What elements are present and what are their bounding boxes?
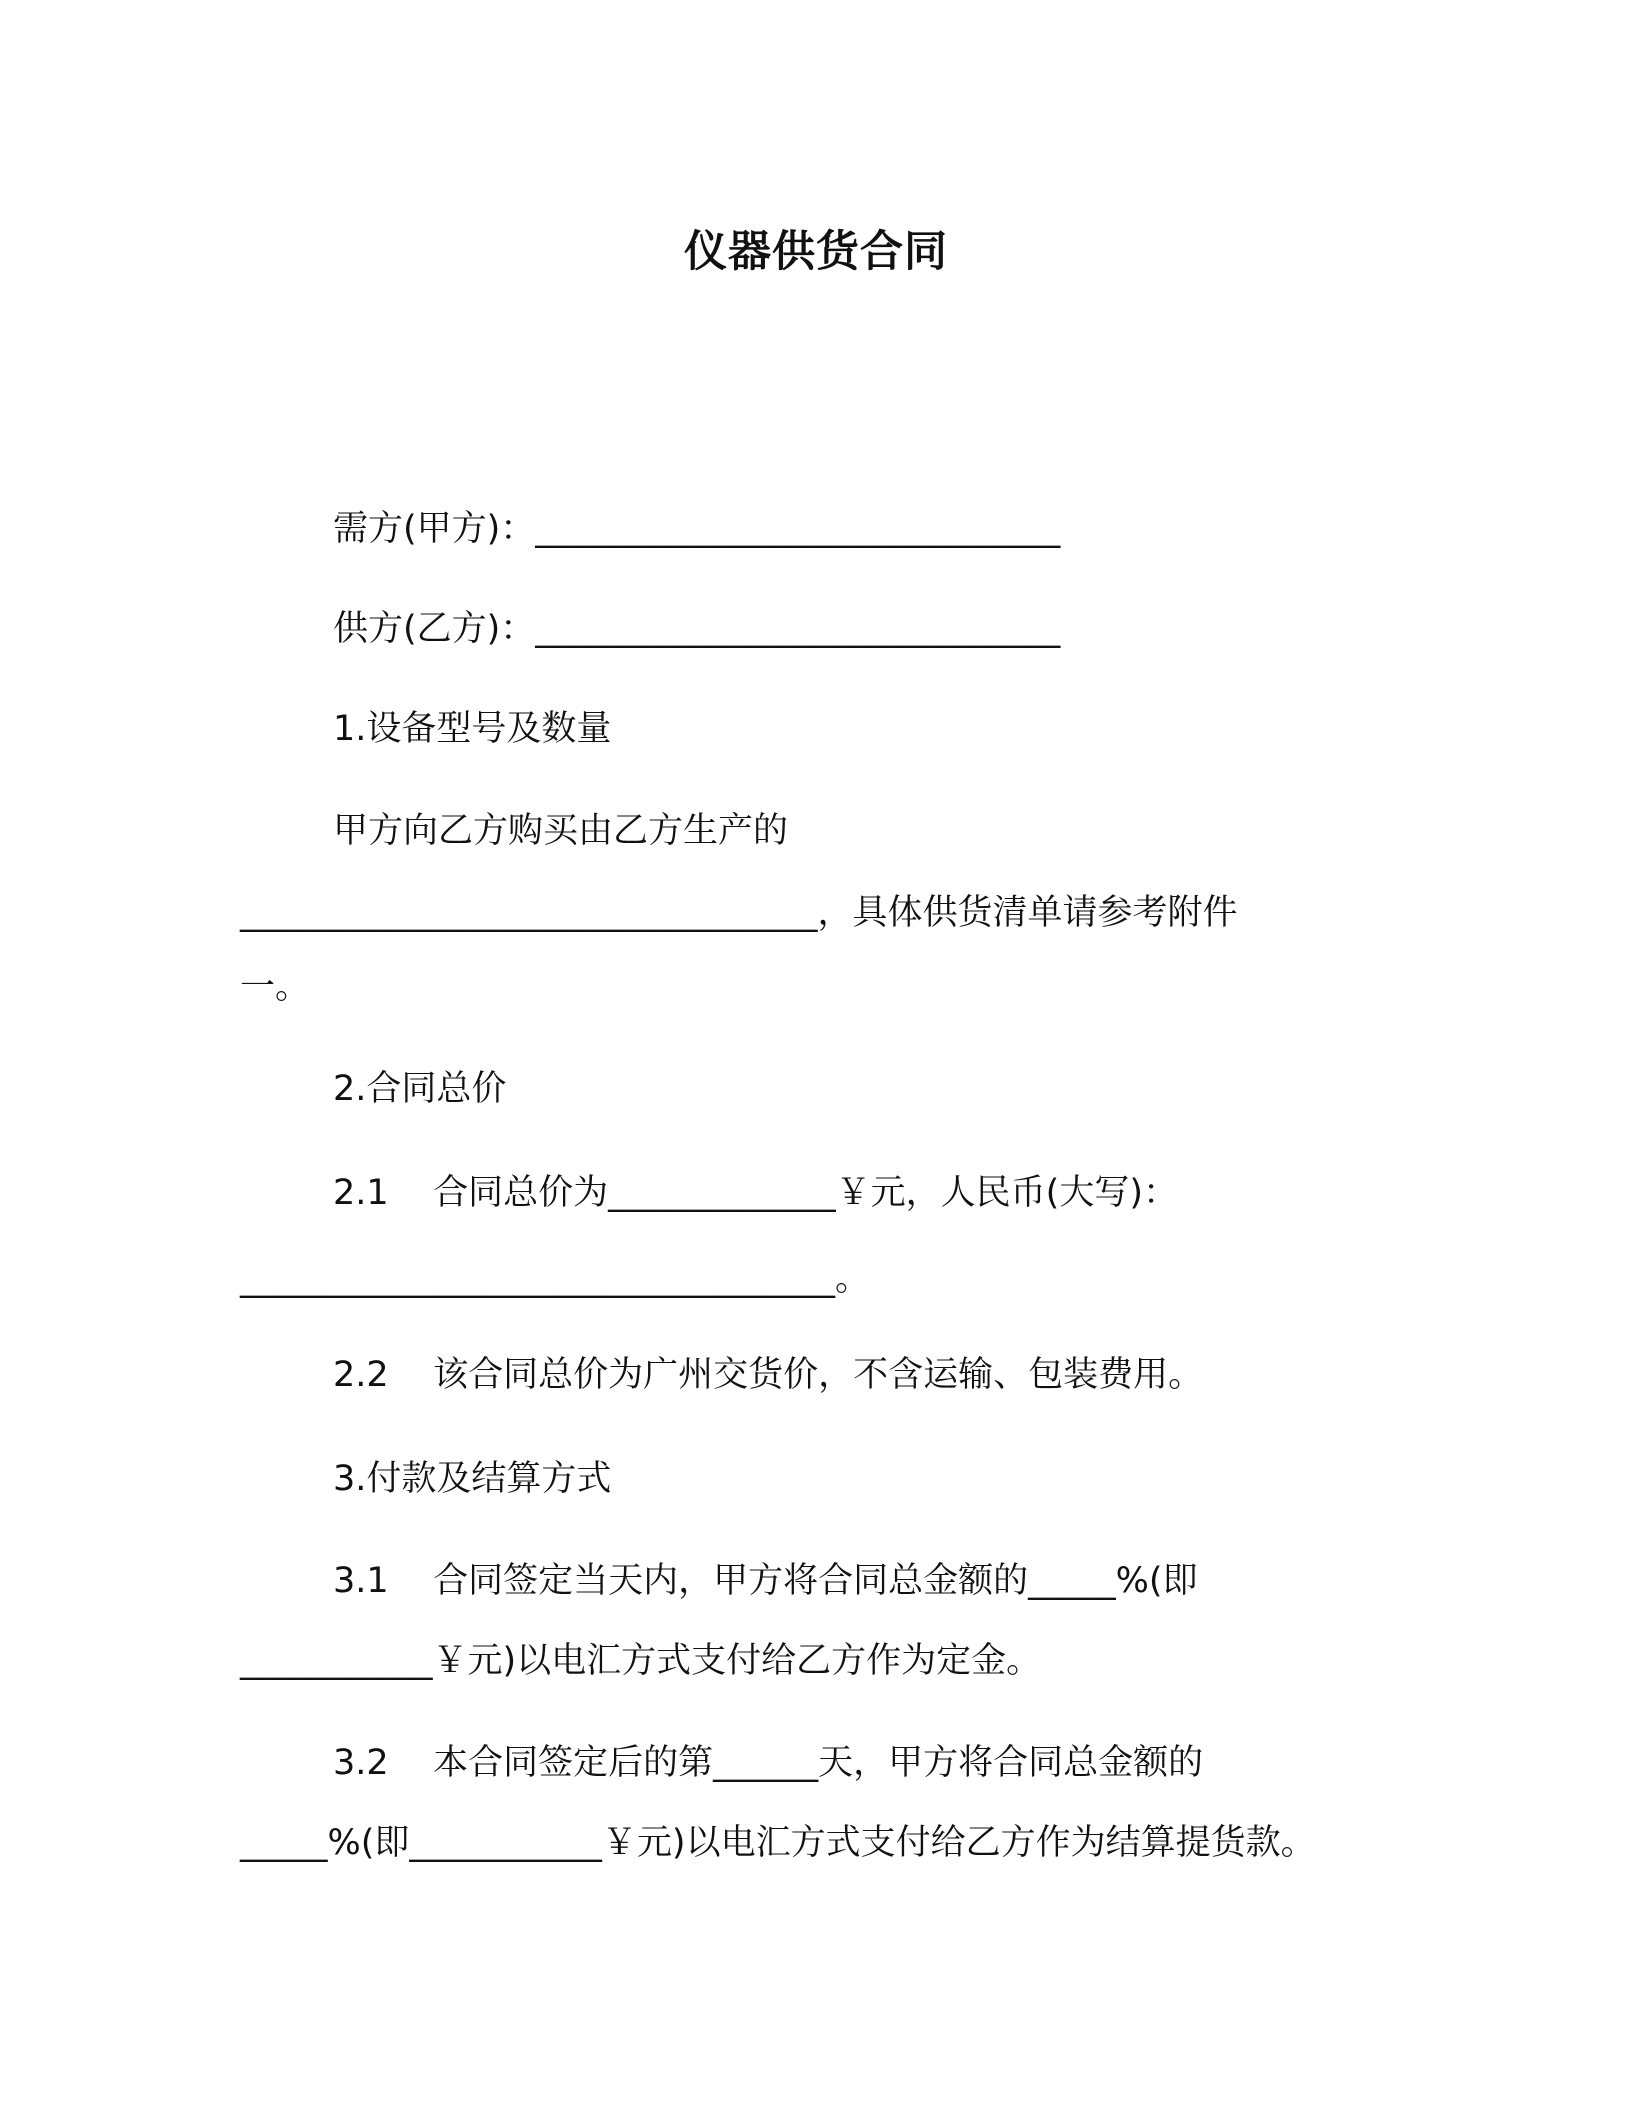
section-3-heading: 3.付款及结算方式 (333, 1459, 612, 1499)
clause-3-2: 3.2 本合同签定后的第______天，甲方将合同总金额的 (333, 1743, 1204, 1783)
section-2-heading: 2.合同总价 (333, 1069, 507, 1109)
clause-3-1: 3.1 合同签定当天内，甲方将合同总金额的_____%(即 (333, 1561, 1198, 1601)
section-1-text: 甲方向乙方购买由乙方生产的 (333, 811, 789, 851)
clause-3-2-cont: _____%(即___________￥元)以电汇方式支付给乙方作为结算提货款。 (240, 1823, 1316, 1863)
section-1-text-end: 一。 (240, 967, 311, 1007)
party-a-line: 需方(甲方)：______________________________ (333, 509, 1061, 549)
document-title: 仪器供货合同 (684, 227, 948, 277)
party-b-line: 供方(乙方)：______________________________ (333, 609, 1061, 649)
clause-3-1-cont: ___________￥元)以电汇方式支付给乙方作为定金。 (240, 1641, 1042, 1681)
section-1-heading: 1.设备型号及数量 (333, 709, 612, 749)
clause-2-1-cont: __________________________________。 (240, 1259, 871, 1299)
clause-2-2: 2.2 该合同总价为广州交货价，不含运输、包装费用。 (333, 1355, 1204, 1395)
section-1-text-cont: _________________________________，具体供货清单请参考附件 (240, 893, 1238, 933)
clause-2-1: 2.1 合同总价为_____________￥元，人民币(大写)： (333, 1173, 1178, 1213)
